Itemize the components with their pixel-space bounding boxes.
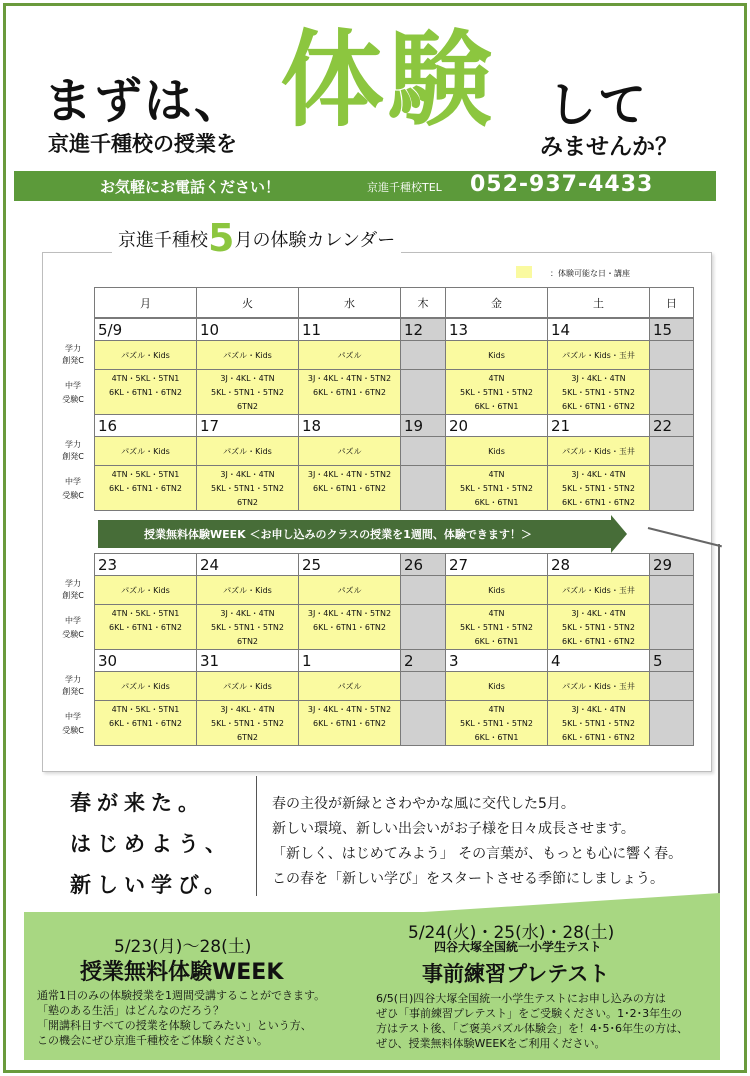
weekday-header: 金: [445, 287, 548, 318]
weekday-row: [52, 288, 694, 318]
date-cell[interactable]: 14: [547, 318, 650, 341]
calendar-title-suffix: 月の体験カレンダー: [234, 230, 396, 251]
headline-shite: して: [548, 77, 649, 133]
body-line: 「塾のある生活」はどんなのだろう？: [37, 1004, 224, 1017]
body-line: ぜひ「事前練習プレテスト」をご受験ください。1･2･3年生の: [376, 1007, 683, 1020]
class-slot[interactable]: パズル・Kids・玉井: [547, 340, 650, 370]
date-cell[interactable]: 4: [547, 649, 650, 672]
body-line: この機会にぜひ京進千種校をご体験ください。: [37, 1034, 268, 1047]
class-slot[interactable]: 4TN 5KL・5TN1・5TN2 6KL・6TN1: [445, 604, 548, 650]
date-cell[interactable]: 12: [400, 318, 446, 341]
pretest-date: 5/24(火)・25(水)・28(土): [408, 923, 615, 943]
legend-swatch: [516, 266, 532, 278]
date-cell[interactable]: 23: [94, 553, 197, 576]
headline-mimasenka: みませんか？: [540, 134, 678, 160]
free-week-banner: [98, 520, 612, 548]
tel-message: お気軽にお電話ください！: [100, 178, 281, 196]
class-slot[interactable]: パズル・Kids: [94, 575, 197, 605]
paragraph-line: 「新しく、はじめてみよう」 その言葉が、もっとも心に響く春。: [272, 846, 683, 862]
calendar-header: [52, 288, 694, 318]
class-slot[interactable]: パズル・Kids: [94, 340, 197, 370]
date-cell[interactable]: 11: [298, 318, 401, 341]
spring-line: はじめよう、: [70, 832, 232, 856]
row-label-chugaku: 中学 受験C: [62, 712, 84, 735]
tel-bar: [14, 171, 716, 201]
slot-row-chugaku: [52, 701, 694, 746]
slot-row-gakuryoku: [52, 341, 694, 370]
date-cell[interactable]: 29: [649, 553, 694, 576]
tel-number[interactable]: 052-937-4433: [470, 172, 654, 197]
spring-paragraph: [272, 792, 682, 892]
class-slot[interactable]: 4TN・5KL・5TN1 6KL・6TN1・6TN2: [94, 700, 197, 746]
class-slot: [649, 604, 694, 650]
class-slot[interactable]: 3J・4KL・4TN・5TN2 6KL・6TN1・6TN2: [298, 604, 401, 650]
calendar-month: 5: [208, 216, 235, 260]
class-slot: [400, 369, 446, 415]
free-week-banner-text: 授業無料体験WEEK ＜お申し込みのクラスの授業を1週間、体験できます！＞: [144, 528, 532, 541]
class-slot[interactable]: 3J・4KL・4TN 5KL・5TN1・5TN2 6KL・6TN1・6TN2: [547, 465, 650, 511]
class-slot[interactable]: Kids: [445, 575, 548, 605]
class-slot: [649, 436, 694, 466]
class-slot[interactable]: Kids: [445, 340, 548, 370]
date-cell[interactable]: 25: [298, 553, 401, 576]
class-slot: [400, 671, 446, 701]
class-slot[interactable]: パズル・Kids: [94, 671, 197, 701]
date-cell[interactable]: 3: [445, 649, 548, 672]
date-cell[interactable]: 13: [445, 318, 548, 341]
class-slot[interactable]: パズル・Kids: [94, 436, 197, 466]
class-slot: [400, 575, 446, 605]
body-line: ぜひ、授業無料体験WEEKをご利用ください。: [376, 1037, 606, 1050]
calendar-weeks-3-4: [52, 554, 694, 746]
date-cell[interactable]: 2: [400, 649, 446, 672]
class-slot[interactable]: パズル・Kids: [196, 671, 299, 701]
class-slot[interactable]: 3J・4KL・4TN・5TN2 6KL・6TN1・6TN2: [298, 465, 401, 511]
row-label-gakuryoku: 学力 創発C: [62, 344, 84, 365]
body-line: 方はテスト後、「ご褒美パズル体験会」を！4･5･6年生の方は、: [376, 1022, 689, 1035]
row-label-gakuryoku: 学力 創発C: [62, 440, 84, 461]
label-spacer: [51, 414, 95, 437]
weekday-header: 水: [298, 287, 401, 318]
slot-row-chugaku: [52, 605, 694, 650]
body-line: 「開講科目すべての授業を体験してみたい」という方、: [37, 1019, 312, 1032]
weekday-header: 火: [196, 287, 299, 318]
date-row: [52, 554, 694, 576]
class-slot[interactable]: パズル: [298, 575, 401, 605]
class-slot[interactable]: 4TN・5KL・5TN1 6KL・6TN1・6TN2: [94, 465, 197, 511]
class-slot[interactable]: Kids: [445, 436, 548, 466]
paragraph-line: 新しい環境、新しい出会いがお子様を日々成長させます。: [272, 821, 635, 837]
class-slot[interactable]: パズル・Kids: [196, 340, 299, 370]
date-cell[interactable]: 5: [649, 649, 694, 672]
date-cell[interactable]: 16: [94, 414, 197, 437]
tel-label: 京進千種校TEL: [367, 181, 442, 194]
class-slot[interactable]: 4TN 5KL・5TN1・5TN2 6KL・6TN1: [445, 369, 548, 415]
spring-line: 新しい学び。: [70, 873, 232, 897]
class-slot[interactable]: 3J・4KL・4TN 5KL・5TN1・5TN2 6KL・6TN1・6TN2: [547, 700, 650, 746]
banner-arrow-icon: [611, 515, 627, 553]
class-slot[interactable]: パズル・Kids: [196, 575, 299, 605]
date-cell[interactable]: 20: [445, 414, 548, 437]
calendar-title: [112, 216, 401, 260]
date-row: [52, 650, 694, 672]
date-cell[interactable]: 1: [298, 649, 401, 672]
class-slot[interactable]: 3J・4KL・4TN 5KL・5TN1・5TN2 6KL・6TN1・6TN2: [547, 369, 650, 415]
label-spacer: [51, 318, 95, 341]
calendar-weeks-1-2: [52, 319, 694, 511]
spring-slogan: [70, 783, 232, 906]
class-slot[interactable]: 3J・4KL・4TN 5KL・5TN1・5TN2 6TN2: [196, 465, 299, 511]
date-cell[interactable]: 31: [196, 649, 299, 672]
weekday-header: 土: [547, 287, 650, 318]
class-slot[interactable]: パズル: [298, 340, 401, 370]
class-slot: [400, 604, 446, 650]
headline-mazuha: まずは、: [44, 73, 245, 129]
class-slot: [400, 465, 446, 511]
date-cell[interactable]: 26: [400, 553, 446, 576]
headline-kyoshin: 京進千種校の授業を: [48, 132, 237, 156]
body-line: 通常1日のみの体験授業を1週間受講することができます。: [37, 989, 326, 1002]
class-slot[interactable]: パズル: [298, 436, 401, 466]
legend-text: ：体験可能な日・講座: [550, 269, 630, 278]
label-spacer: [51, 649, 95, 672]
spring-line: 春が来た。: [70, 791, 205, 815]
class-slot[interactable]: パズル・Kids・玉井: [547, 575, 650, 605]
date-cell[interactable]: 5/9: [94, 318, 197, 341]
slot-row-chugaku: [52, 466, 694, 511]
row-label-chugaku: 中学 受験C: [62, 477, 84, 500]
class-slot[interactable]: Kids: [445, 671, 548, 701]
date-cell[interactable]: 22: [649, 414, 694, 437]
date-cell[interactable]: 19: [400, 414, 446, 437]
class-slot: [400, 700, 446, 746]
slot-row-gakuryoku: [52, 437, 694, 466]
class-slot[interactable]: 4TN 5KL・5TN1・5TN2 6KL・6TN1: [445, 700, 548, 746]
free-week-date: 5/23(月)～28(土): [114, 937, 252, 957]
class-slot[interactable]: パズル: [298, 671, 401, 701]
slot-row-gakuryoku: [52, 576, 694, 605]
date-cell[interactable]: 27: [445, 553, 548, 576]
class-slot: [649, 340, 694, 370]
class-slot[interactable]: パズル・Kids・玉井: [547, 436, 650, 466]
class-slot[interactable]: 3J・4KL・4TN 5KL・5TN1・5TN2 6TN2: [196, 604, 299, 650]
class-slot: [400, 436, 446, 466]
date-cell[interactable]: 17: [196, 414, 299, 437]
weekday-header: 日: [649, 287, 694, 318]
pretest-subtitle: 四谷大塚全国統一小学生テスト: [434, 940, 602, 954]
class-slot: [649, 369, 694, 415]
date-cell[interactable]: 15: [649, 318, 694, 341]
slot-row-chugaku: [52, 370, 694, 415]
pretest-title: 事前練習プレテスト: [422, 962, 610, 986]
class-slot: [649, 671, 694, 701]
weekday-header: 月: [94, 287, 197, 318]
class-slot[interactable]: 3J・4KL・4TN・5TN2 6KL・6TN1・6TN2: [298, 369, 401, 415]
date-cell[interactable]: 10: [196, 318, 299, 341]
row-label-chugaku: 中学 受験C: [62, 616, 84, 639]
class-slot[interactable]: 4TN・5KL・5TN1 6KL・6TN1・6TN2: [94, 369, 197, 415]
class-slot: [649, 465, 694, 511]
divider: [256, 776, 257, 896]
headline-taiken: 体験: [280, 19, 497, 141]
class-slot[interactable]: 3J・4KL・4TN 5KL・5TN1・5TN2 6KL・6TN1・6TN2: [547, 604, 650, 650]
class-slot[interactable]: 4TN 5KL・5TN1・5TN2 6KL・6TN1: [445, 465, 548, 511]
header-spacer: [51, 287, 95, 318]
free-week-body: [37, 988, 325, 1048]
weekday-header: 木: [400, 287, 446, 318]
class-slot[interactable]: 3J・4KL・4TN・5TN2 6KL・6TN1・6TN2: [298, 700, 401, 746]
date-cell[interactable]: 24: [196, 553, 299, 576]
slot-row-gakuryoku: [52, 672, 694, 701]
label-spacer: [51, 553, 95, 576]
paragraph-line: この春を「新しい学び」をスタートさせる季節にしましょう。: [272, 871, 664, 887]
body-line: 6/5(日)四谷大塚全国統一小学生テストにお申し込みの方は: [376, 992, 666, 1005]
class-slot: [649, 700, 694, 746]
class-slot: [400, 340, 446, 370]
class-slot[interactable]: 3J・4KL・4TN 5KL・5TN1・5TN2 6TN2: [196, 700, 299, 746]
paragraph-line: 春の主役が新緑とさわやかな風に交代した5月。: [272, 796, 575, 812]
date-cell[interactable]: 18: [298, 414, 401, 437]
pretest-body: [376, 991, 688, 1051]
date-cell[interactable]: 28: [547, 553, 650, 576]
row-label-chugaku: 中学 受験C: [62, 381, 84, 404]
class-slot[interactable]: パズル・Kids・玉井: [547, 671, 650, 701]
date-cell[interactable]: 30: [94, 649, 197, 672]
class-slot: [649, 575, 694, 605]
class-slot[interactable]: パズル・Kids: [196, 436, 299, 466]
calendar-title-prefix: 京進千種校: [118, 230, 208, 251]
class-slot[interactable]: 3J・4KL・4TN 5KL・5TN1・5TN2 6TN2: [196, 369, 299, 415]
row-label-gakuryoku: 学力 創発C: [62, 579, 84, 600]
date-row: [52, 319, 694, 341]
class-slot[interactable]: 4TN・5KL・5TN1 6KL・6TN1・6TN2: [94, 604, 197, 650]
free-week-title: 授業無料体験WEEK: [80, 960, 284, 985]
connector-line-vertical: [718, 544, 720, 910]
date-row: [52, 415, 694, 437]
row-label-gakuryoku: 学力 創発C: [62, 675, 84, 696]
date-cell[interactable]: 21: [547, 414, 650, 437]
